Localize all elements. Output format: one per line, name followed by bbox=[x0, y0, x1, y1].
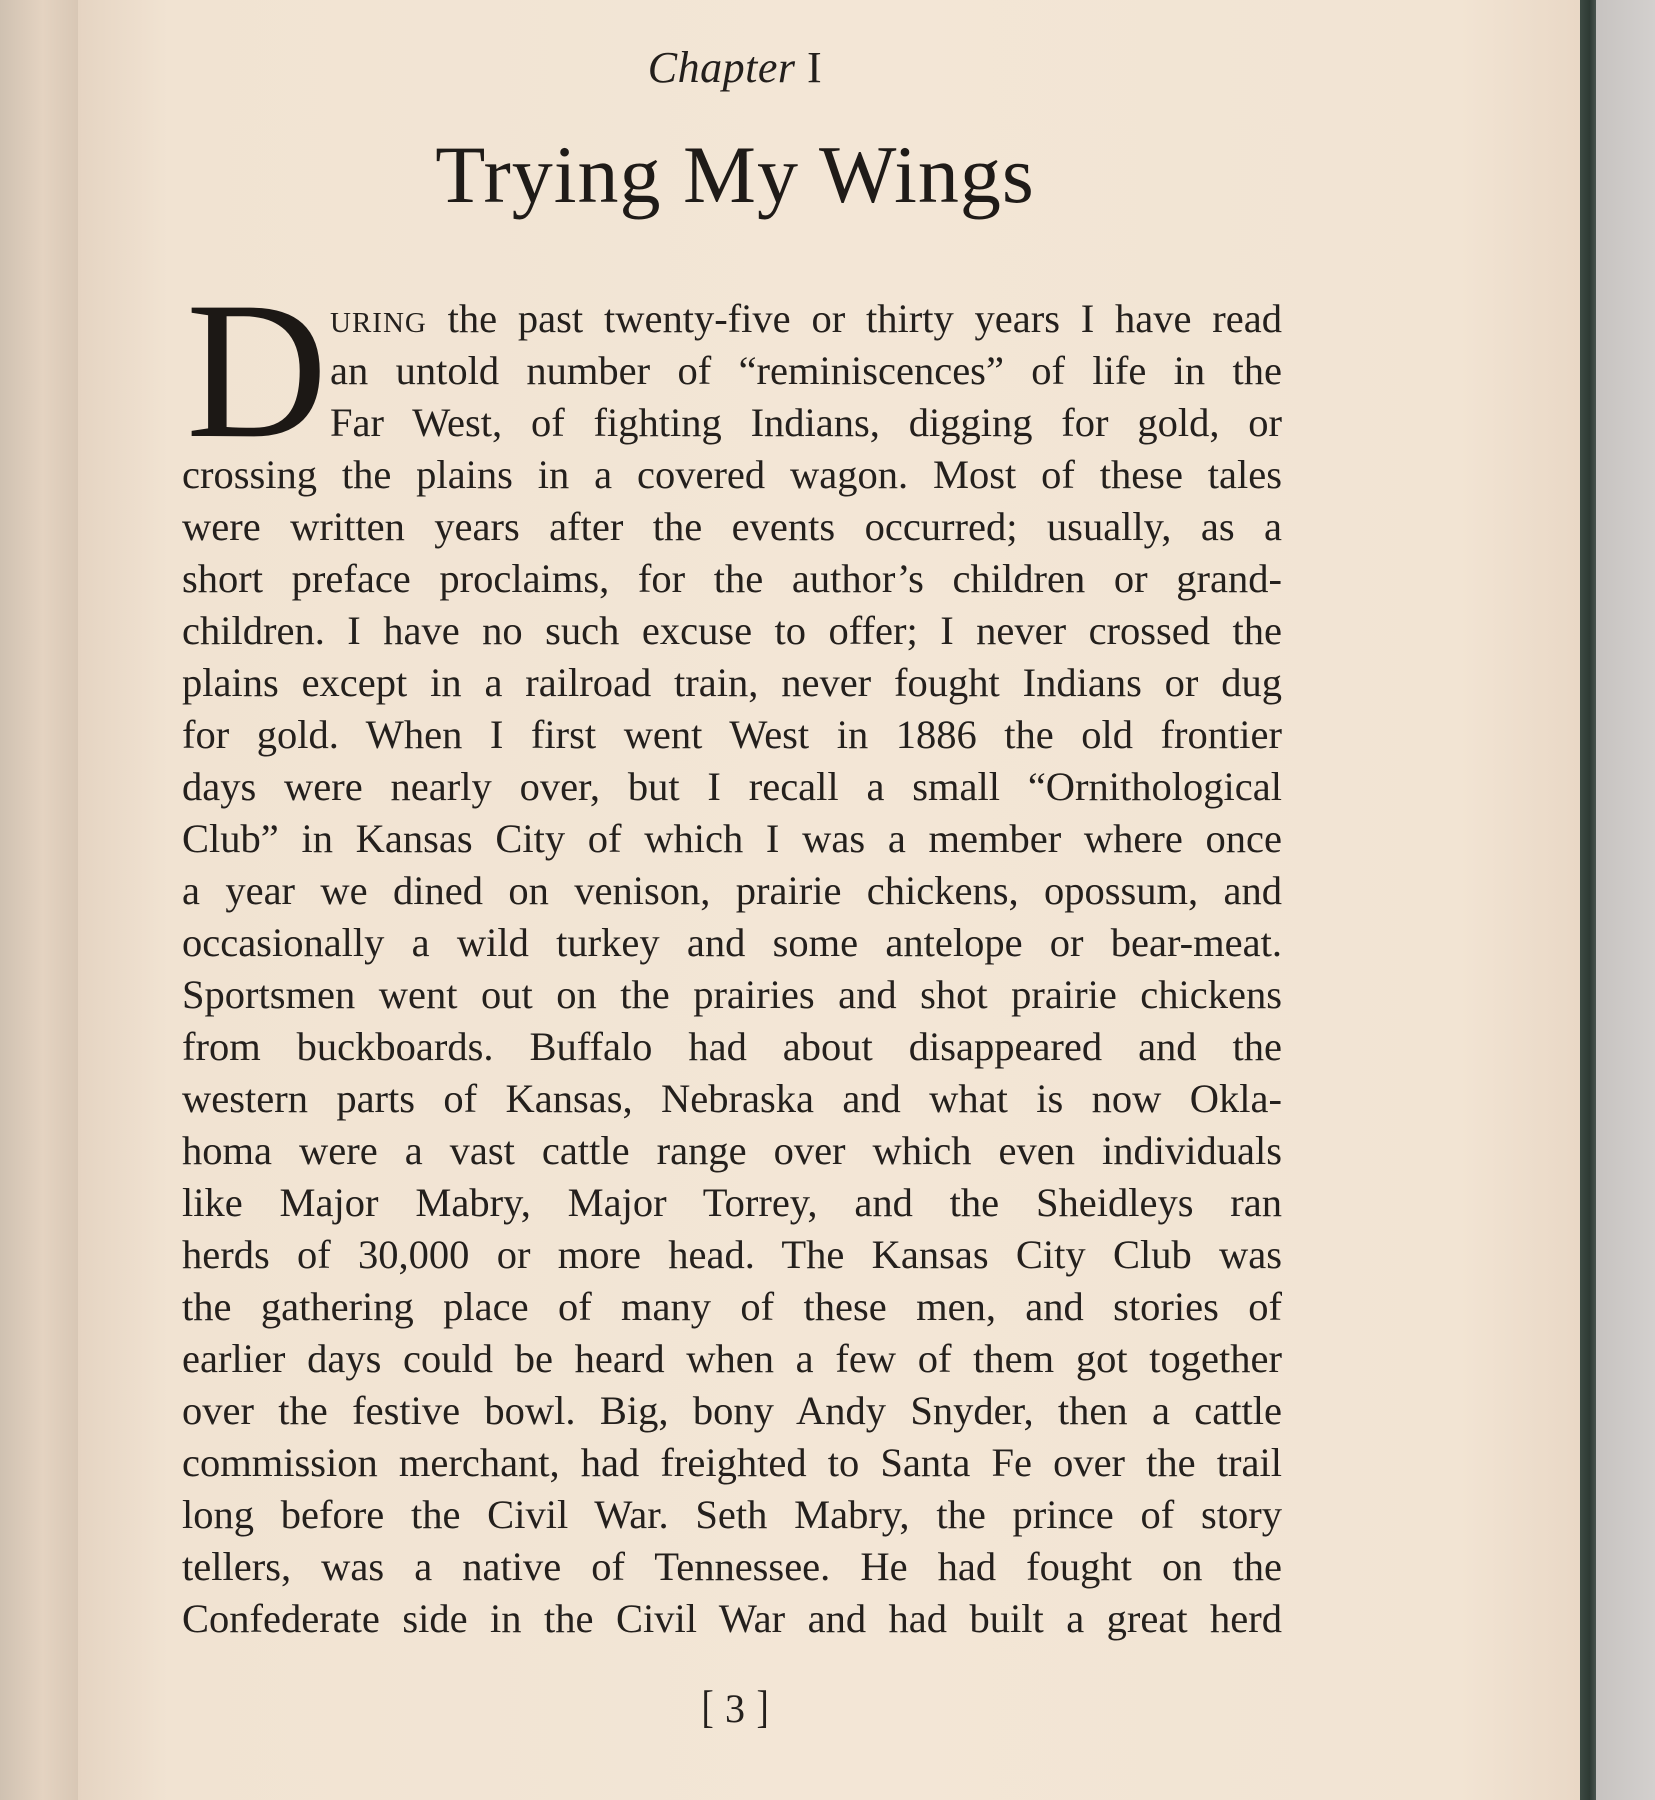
text-line-25: tellers, was a native of Tennessee. He had fought on the bbox=[182, 1544, 1282, 1589]
text-line-12: a year we dined on venison, prairie chickens, opossum, and bbox=[182, 868, 1282, 913]
cloth-cover-edge bbox=[1580, 0, 1596, 1800]
drop-cap: D bbox=[186, 262, 328, 479]
text-line-7: children. I have no such excuse to offer; I never crossed the bbox=[182, 608, 1282, 653]
chapter-title: Trying My Wings bbox=[435, 129, 1035, 220]
text-line-5: were written years after the events occurred; usually, as a bbox=[182, 504, 1282, 549]
text-line-23: commission merchant, had freighted to Santa Fe over the trail bbox=[182, 1440, 1282, 1485]
text-line-8: plains except in a railroad train, never fought Indians or dug bbox=[182, 660, 1282, 705]
background-surface bbox=[1596, 0, 1655, 1800]
text-line-16: western parts of Kansas, Nebraska and what is now Okla- bbox=[182, 1076, 1282, 1121]
text-line-22: over the festive bowl. Big, bony Andy Snyder, then a cattle bbox=[182, 1388, 1282, 1433]
text-line-26: Confederate side in the Civil War and had built a great herd bbox=[182, 1596, 1282, 1641]
text-line-2: an untold number of “reminiscences” of life in the bbox=[330, 348, 1282, 393]
text-line-4: crossing the plains in a covered wagon. Most of these tales bbox=[182, 452, 1282, 497]
text-line-15: from buckboards. Buffalo had about disappeared and the bbox=[182, 1024, 1282, 1069]
folio-bracket-right: ] bbox=[756, 1681, 769, 1732]
text-line-17: homa were a vast cattle range over which even individuals bbox=[182, 1128, 1282, 1173]
text-line-24: long before the Civil War. Seth Mabry, the prince of story bbox=[182, 1492, 1282, 1537]
text-line-3: Far West, of fighting Indians, digging for gold, or bbox=[330, 400, 1282, 445]
text-line-6: short preface proclaims, for the author’s children or grand- bbox=[182, 556, 1282, 601]
text-line-13: occasionally a wild turkey and some antelope or bear-meat. bbox=[182, 920, 1282, 965]
text-line-9: for gold. When I first went West in 1886 the old frontier bbox=[182, 712, 1282, 757]
text-line-20: the gathering place of many of these men, and stories of bbox=[182, 1284, 1282, 1329]
text-line-1: URING the past twenty-five or thirty years I have read bbox=[330, 296, 1282, 341]
text-line-11: Club” in Kansas City of which I was a member where once bbox=[182, 816, 1282, 861]
chapter-number: I bbox=[807, 43, 823, 92]
page-number: 3 bbox=[725, 1686, 745, 1731]
text-line-19: herds of 30,000 or more head. The Kansas City Club was bbox=[182, 1232, 1282, 1277]
text-line-21: earlier days could be heard when a few of them got together bbox=[182, 1336, 1282, 1381]
page-number-folio bbox=[0, 1680, 1470, 1733]
text-line-14: Sportsmen went out on the prairies and shot prairie chickens bbox=[182, 972, 1282, 1017]
body-text bbox=[182, 262, 1282, 1645]
chapter-word: Chapter bbox=[647, 43, 796, 92]
small-caps-lead: URING bbox=[330, 307, 427, 339]
chapter-label bbox=[0, 42, 1470, 93]
folio-bracket-left: [ bbox=[701, 1681, 714, 1732]
text-line-10: days were nearly over, but I recall a small “Ornithological bbox=[182, 764, 1282, 809]
text-line-18: like Major Mabry, Major Torrey, and the Sheidleys ran bbox=[182, 1180, 1282, 1225]
